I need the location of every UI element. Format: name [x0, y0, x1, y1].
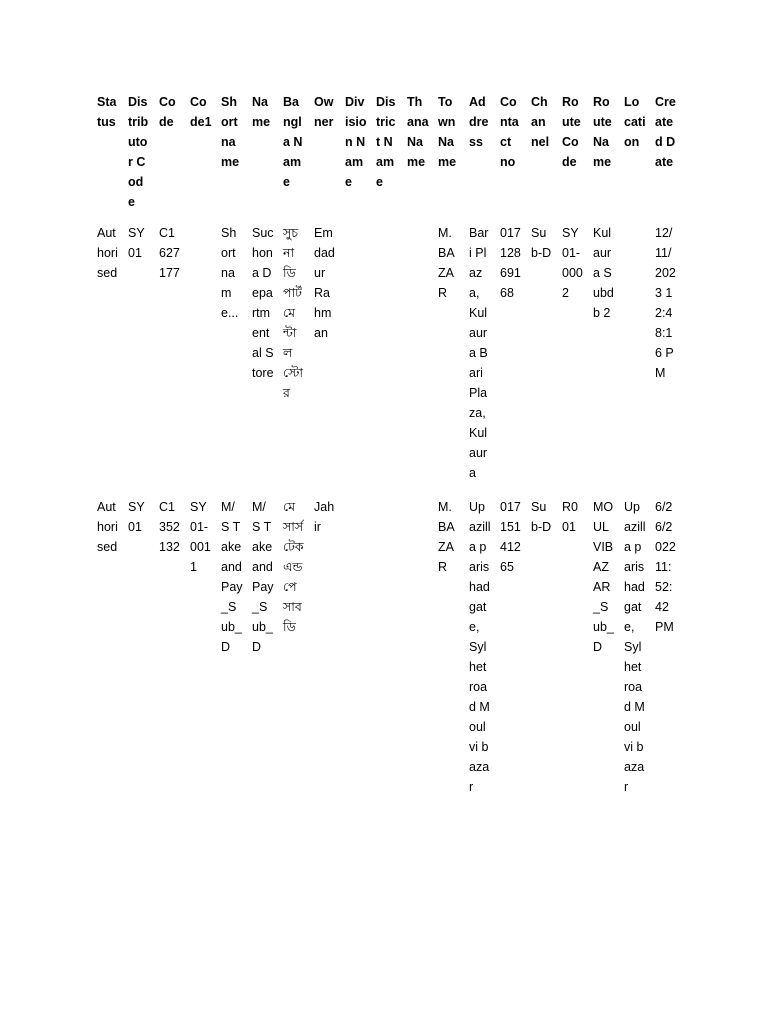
cell-distributor-code: SY01 — [128, 500, 145, 534]
header-contact-no: Contact no — [500, 95, 519, 169]
table-header-row — [93, 92, 683, 223]
table-row — [93, 223, 683, 497]
header-thana-name: Thana Name — [407, 95, 429, 169]
cell-contact-no: 01715141265 — [500, 500, 521, 574]
cell-code: C1627177 — [159, 226, 180, 280]
header-district-name: District Name — [376, 95, 396, 189]
cell-owner: Emdadur Rahman — [314, 226, 335, 340]
header-distributor-code: Distributor Code — [128, 95, 149, 209]
cell-channel: Sub-D — [531, 500, 552, 534]
cell-location — [620, 223, 651, 497]
cell-name: M/S Take and Pay_Sub_D — [252, 500, 274, 654]
cell-created-date: 12/11/2023 12:48:16 PM — [655, 226, 676, 380]
cell-bangla-name: মেসার্স টেক এন্ড পে সাব ডি — [283, 500, 304, 634]
header-channel: Channel — [531, 95, 550, 149]
header-address: Address — [469, 95, 489, 149]
cell-location: Upazilla parishad gate, Sylhet road Moulvi bazar — [624, 500, 646, 794]
header-code1: Code1 — [190, 95, 212, 129]
cell-town-name: M.BAZAR — [438, 226, 455, 300]
customer-table — [93, 92, 683, 797]
cell-thana-name — [403, 497, 434, 797]
cell-district-name — [372, 497, 403, 797]
cell-town-name: M.BAZAR — [438, 500, 455, 574]
cell-code1: SY01-0011 — [190, 500, 211, 574]
cell-route-name: MOULVIBAZAR_Sub_D — [593, 500, 614, 654]
table-row — [93, 497, 683, 797]
cell-division-name — [341, 223, 372, 497]
cell-address: Bari Plaza, Kulaura Bari Plaza, Kulaura — [469, 226, 489, 480]
cell-route-code: SY01-0002 — [562, 226, 583, 300]
header-town-name: Town Name — [438, 95, 457, 169]
cell-short-name: M/S Take and Pay_Sub_D — [221, 500, 243, 654]
header-name: Name — [252, 95, 271, 129]
cell-status: Authorised — [97, 500, 118, 554]
cell-bangla-name: সুচনা ডিপার্টমেন্টাল স্টোর — [283, 226, 304, 400]
header-division-name: Division Name — [345, 95, 367, 189]
cell-channel: Sub-D — [531, 226, 552, 260]
cell-district-name — [372, 223, 403, 497]
header-created-date: Created Date — [655, 95, 676, 169]
header-route-code: Route Code — [562, 95, 581, 169]
cell-contact-no: 01712869168 — [500, 226, 521, 300]
cell-short-name: Short name... — [221, 226, 239, 320]
cell-code: C1352132 — [159, 500, 180, 554]
cell-address: Upazilla parishad gate, Sylhet road Moulvi bazar — [469, 500, 491, 794]
cell-route-code: R001 — [562, 500, 578, 534]
header-bangla-name: Bangla Name — [283, 95, 303, 189]
cell-code1 — [186, 223, 217, 497]
header-code: Code — [159, 95, 176, 129]
cell-name: Suchona Departmental Store — [252, 226, 274, 380]
cell-division-name — [341, 497, 372, 797]
header-short-name: Short name — [221, 95, 240, 169]
cell-distributor-code: SY01 — [128, 226, 145, 260]
cell-status: Authorised — [97, 226, 118, 280]
header-owner: Owner — [314, 95, 334, 129]
cell-created-date: 6/26/2022 11:52:42 PM — [655, 500, 676, 634]
header-location: Location — [624, 95, 646, 149]
cell-route-name: Kulaura Subdb 2 — [593, 226, 614, 320]
header-route-name: Route Name — [593, 95, 612, 169]
cell-owner: Jahir — [314, 500, 335, 534]
header-status: Status — [97, 95, 117, 129]
cell-thana-name — [403, 223, 434, 497]
